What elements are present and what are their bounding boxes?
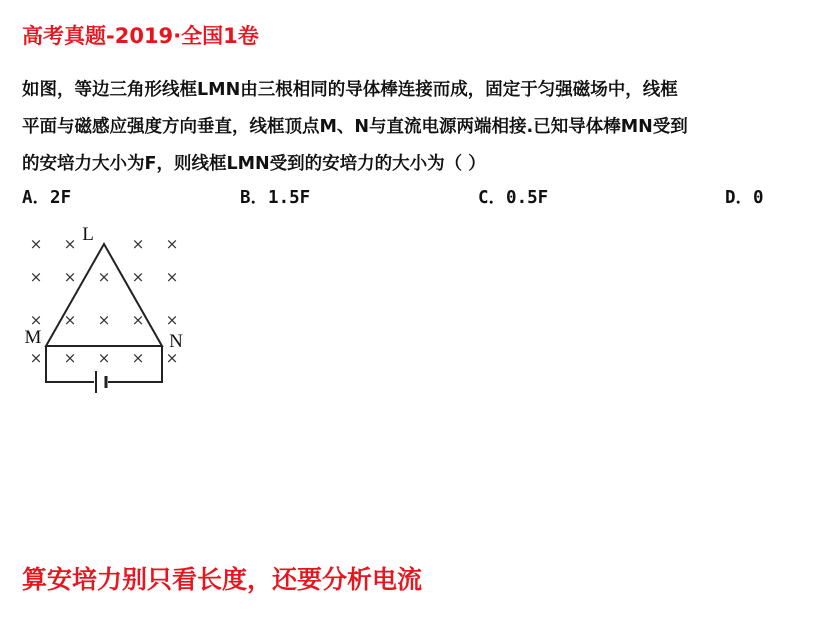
vertex-label-l: L [82, 224, 94, 245]
field-x-mark: × [29, 268, 43, 286]
field-x-mark: × [165, 235, 179, 253]
magnetic-field-marks [30, 235, 179, 367]
field-x-mark: × [131, 349, 145, 367]
option-c[interactable]: C．0.5F [478, 188, 549, 208]
field-x-mark: × [63, 311, 77, 329]
field-x-mark: × [165, 268, 179, 286]
field-x-mark: × [29, 311, 43, 329]
option-a[interactable]: A．2F [22, 188, 72, 208]
page-title: 高考真题-2019·全国1卷 [22, 24, 259, 48]
question-text [22, 72, 812, 183]
field-x-mark: × [29, 235, 43, 253]
field-x-mark: × [131, 268, 145, 286]
question-line: 如图，等边三角形线框LMN由三根相同的导体棒连接而成，固定于匀强磁场中，线框 [22, 80, 678, 100]
field-x-mark: × [29, 349, 43, 367]
field-x-mark: × [63, 349, 77, 367]
vertex-label-n: N [169, 331, 183, 352]
question-line: 平面与磁感应强度方向垂直，线框顶点M、N与直流电源两端相接.已知导体棒MN受到 [22, 117, 688, 137]
field-x-mark: × [97, 268, 111, 286]
triangle-frame [46, 244, 162, 346]
field-x-mark: × [131, 311, 145, 329]
field-x-mark: × [165, 349, 179, 367]
option-b[interactable]: B．1.5F [240, 188, 311, 208]
answer-options [22, 184, 812, 212]
field-x-mark: × [131, 235, 145, 253]
option-d[interactable]: D．0 [725, 188, 764, 208]
triangle-circuit-diagram [14, 218, 204, 398]
field-x-mark: × [63, 268, 77, 286]
field-x-mark: × [97, 349, 111, 367]
field-x-mark: × [97, 311, 111, 329]
question-line: 的安培力大小为F，则线框LMN受到的安培力的大小为（ ） [22, 154, 486, 174]
tip-note: 算安培力别只看长度，还要分析电流 [22, 565, 423, 594]
vertex-label-m: M [24, 327, 42, 348]
field-x-mark: × [63, 235, 77, 253]
field-x-mark: × [165, 311, 179, 329]
